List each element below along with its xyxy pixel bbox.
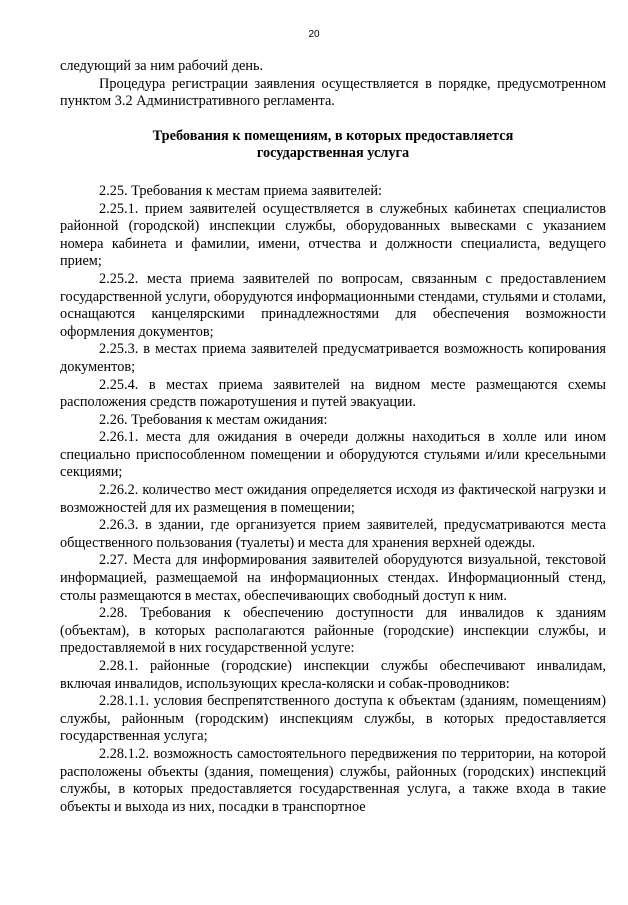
paragraph-2-28-1-2: 2.28.1.2. возможность самостоятельного передвижения по территории, на которой расположены объекты (здания, помещения) службы, районных (городских) инспекций службы, в которых предоставляется государственная услуга, а также входа в такие объекты и выхода из них, посадки в транспортное xyxy=(60,745,606,815)
paragraph-2-25-3: 2.25.3. в местах приема заявителей предусматривается возможность копирования документов; xyxy=(60,341,606,375)
paragraph-2-25-1: 2.25.1. прием заявителей осуществляется в служебных кабинетах специалистов районной (городской) инспекции службы, оборудованных вывесками с указанием номера кабинета и фамилии, имени, отчества и должности специалиста, ведущего прием; xyxy=(60,200,606,270)
paragraph-2-26-1: 2.26.1. места для ожидания в очереди должны находиться в холле или ином специально приспособленном помещении и оборудуются стульями и/или кресельными секциями; xyxy=(60,429,606,481)
page-number: 20 xyxy=(308,29,320,40)
section-heading xyxy=(60,128,606,163)
paragraph-2-25: 2.25. Требования к местам приема заявителей: xyxy=(99,182,382,199)
paragraph-2-27: 2.27. Места для информирования заявителей оборудуются визуальной, текстовой информацией, размещаемой на информационных стендах. Информационный стенд, столы размещаются в местах, обеспечивающих свободный доступ к ним. xyxy=(60,552,606,604)
paragraph-2-26-2: 2.26.2. количество мест ожидания определяется исходя из фактической нагрузки и возможностей для их размещения в помещении; xyxy=(60,482,606,516)
paragraph-2-26: 2.26. Требования к местам ожидания: xyxy=(99,411,328,428)
section-heading-line-1: Требования к помещениям, в которых предоставляется xyxy=(152,127,514,144)
section-heading-line-2: государственная услуга xyxy=(256,145,410,162)
paragraph-2-28: 2.28. Требования к обеспечению доступности для инвалидов к зданиям (объектам), в которых располагаются районные (городские) инспекции службы, и предоставляемой в них государственной услуге: xyxy=(60,605,606,657)
paragraph-2-25-2: 2.25.2. места приема заявителей по вопросам, связанным с предоставлением государственной услуги, оборудуются информационными стендами, стульями и столами, оснащаются канцелярскими принадлежностями для обеспечения возможности оформления документов; xyxy=(60,270,606,340)
paragraph-2-26-3: 2.26.3. в здании, где организуется прием заявителей, предусматриваются места общественного пользования (туалеты) и места для хранения верхней одежды. xyxy=(60,517,606,551)
paragraph-2-28-1-1: 2.28.1.1. условия беспрепятственного доступа к объектам (зданиям, помещениям) службы, районным (городским) инспекциям службы, в которых предоставляется государственная услуга; xyxy=(60,693,606,745)
paragraph-registration-procedure: Процедура регистрации заявления осуществляется в порядке, предусмотренном пунктом 3.2 Административного регламента. xyxy=(60,75,606,110)
page-body xyxy=(60,58,606,816)
paragraph-2-28-1: 2.28.1. районные (городские) инспекции службы обеспечивают инвалидам, включая инвалидов, использующих кресла-коляски и собак-проводников: xyxy=(60,658,606,692)
paragraph-2-25-4: 2.25.4. в местах приема заявителей на видном месте размещаются схемы расположения средств пожаротушения и путей эвакуации. xyxy=(60,376,606,411)
paragraph-continuation: следующий за ним рабочий день. xyxy=(60,58,264,74)
